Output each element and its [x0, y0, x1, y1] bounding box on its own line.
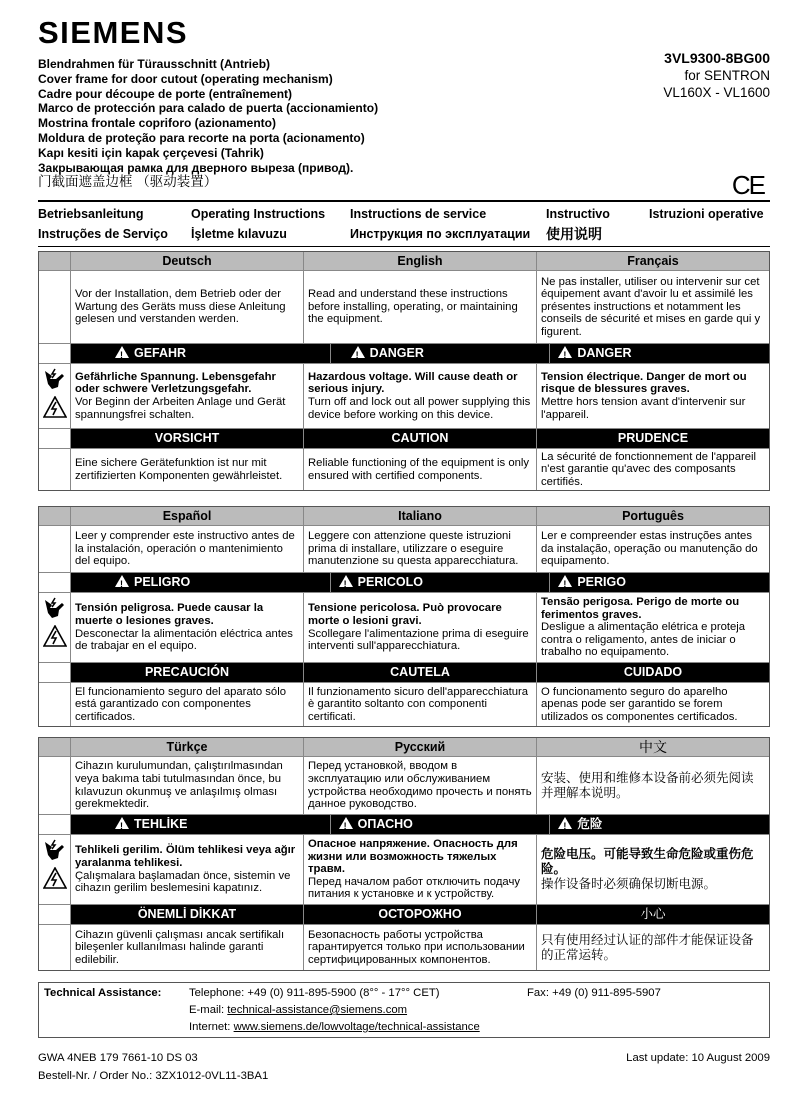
warning-triangle-icon — [115, 575, 129, 587]
section-es-it-pt — [38, 506, 770, 727]
product-titles — [38, 57, 378, 190]
danger-text: Scollegare l'alimentazione prima di eseguire interventi sull'apparecchiatura. — [308, 627, 529, 653]
danger-label: 危险 — [577, 817, 603, 831]
manual-es: Instructivo — [546, 207, 610, 221]
danger-body-row — [39, 835, 769, 905]
danger-bold-text: Опасное напряжение. Опасность для жизни или возможность тяжелых травм. — [308, 838, 518, 876]
email-label: E-mail: — [189, 1004, 228, 1016]
intro-text: Leer y comprender este instructivo antes de la instalación, operación o mantenimiento del equipo. — [75, 530, 295, 568]
title-en: Cover frame for door cutout (operating mechanism) — [38, 71, 333, 86]
lang-english: English — [304, 252, 537, 270]
intro-text: Ler e compreender estas instruções antes da instalação, operação ou manutenção do equipamento. — [541, 530, 758, 568]
warning-triangle-icon — [558, 817, 572, 829]
intro-text: Ne pas installer, utiliser ou intervenir sur cet équipement avant d'avoir lu et assimilé les présentes instructions et notamment les conseils de sécurité et mises en garde qui y figurent. — [541, 275, 761, 338]
danger-label: GEFAHR — [134, 346, 187, 360]
caution-header-row — [39, 905, 769, 925]
intro-text: 安装、使用和维修本设备前必须先阅读并理解本说明。 — [541, 770, 754, 800]
caution-text: Il funzionamento sicuro dell'apparecchiatura è garantito soltanto con componenti certificati. — [308, 685, 529, 723]
danger-bold-text: Gefährliche Spannung. Lebensgefahr oder schwere Verletzungsgefahr. — [75, 370, 276, 396]
danger-bold-text: Tensão perigosa. Perigo de morte ou ferimentos graves. — [541, 596, 740, 621]
danger-text: Çalışmalara başlamadan önce, sistemin ve cihazın gerilim beslemesini kapatınız. — [75, 869, 291, 895]
caution-text: Eine sichere Gerätefunktion ist nur mit zertifizierten Komponenten gewährleistet. — [75, 456, 283, 482]
title-es: Marco de protección para calado de puerta (accionamiento) — [38, 101, 379, 116]
warning-triangle-icon — [558, 575, 572, 587]
warning-triangle-icon — [351, 346, 365, 358]
for-line: for SENTRON — [684, 68, 770, 83]
manual-en: Operating Instructions — [191, 207, 326, 221]
caution-label: CAUTELA — [304, 663, 537, 682]
internet-link[interactable]: www.siemens.de/lowvoltage/technical-assistance — [233, 1021, 480, 1033]
manual-fr: Instructions de service — [350, 207, 487, 221]
danger-label: PERICOLO — [357, 575, 423, 589]
danger-header-row — [39, 573, 769, 593]
danger-label: ОПАСНО — [357, 817, 413, 831]
manual-ru: Инструкция по эксплуатации — [350, 227, 531, 241]
siemens-logo: SIEMENS — [38, 15, 189, 50]
manual-pt: Instruções de Serviço — [38, 227, 168, 241]
manual-tr: İşletme kılavuzu — [191, 227, 287, 241]
assistance-fax: Fax: +49 (0) 911-895-5907 — [527, 987, 661, 999]
assistance-internet-line — [189, 1018, 480, 1037]
caution-label: ОСТОРОЖНО — [304, 905, 537, 924]
caution-label: VORSICHT — [71, 429, 304, 448]
caution-body-row — [39, 925, 769, 970]
danger-label: TEHLİKE — [134, 817, 188, 831]
intro-text: Leggere con attenzione queste istruzioni prima di installare, utilizzare o eseguire manutenzione su questa apparecchiatura. — [308, 530, 519, 568]
caution-label: PRUDENCE — [537, 429, 769, 448]
language-header-row — [39, 252, 769, 271]
intro-row — [39, 757, 769, 815]
hand-hazard-icon — [42, 838, 66, 862]
model-info — [663, 50, 770, 101]
caution-text: La sécurité de fonctionnement de l'appareil n'est garantie qu'avec des composants certifiés. — [541, 450, 757, 488]
language-header-row — [39, 738, 769, 757]
internet-label: Internet: — [189, 1021, 234, 1033]
lang-francais: Français — [537, 252, 769, 270]
warning-triangle-icon — [115, 817, 129, 829]
caution-label: PRECAUCIÓN — [71, 663, 304, 682]
model-range: VL160X - VL1600 — [663, 85, 770, 100]
intro-text: Read and understand these instructions before installing, operating, or maintaining the equipment. — [308, 288, 518, 326]
danger-body-row — [39, 593, 769, 663]
warning-triangle-icon — [339, 575, 353, 587]
divider-manuals — [38, 246, 770, 247]
caution-text: Cihazın güvenli çalışması ancak sertifikalı bileşenler kullanılması halinde garanti edilebilir. — [75, 928, 285, 966]
electric-shock-icon — [43, 867, 67, 889]
hand-hazard-icon — [42, 367, 66, 391]
electric-shock-icon — [43, 396, 67, 418]
assistance-telephone: Telephone: +49 (0) 911-895-5900 (8°° - 17°° CET) — [189, 987, 440, 999]
caution-body-row — [39, 683, 769, 726]
warning-triangle-icon — [558, 346, 572, 358]
warning-triangle-icon — [339, 817, 353, 829]
danger-header-row — [39, 344, 769, 364]
intro-text: Перед установкой, вводом в эксплуатацию или обслуживанием устройства необходимо прочесть и понять данное руководство. — [308, 760, 532, 811]
danger-text: Desligue a alimentação elétrica e proteja contra o religamento, antes de iniciar o trabalho no equipamento. — [541, 621, 746, 659]
danger-text: Desconectar la alimentación eléctrica antes de trabajar en el equipo. — [75, 627, 293, 653]
email-link[interactable]: technical-assistance@siemens.com — [227, 1004, 408, 1016]
danger-body-row — [39, 364, 769, 429]
danger-text: 操作设备时必须确保切断电源。 — [541, 877, 717, 891]
lang-deutsch: Deutsch — [71, 252, 304, 270]
technical-assistance-box — [38, 982, 770, 1038]
title-fr: Cadre pour découpe de porte (entraînement) — [38, 86, 293, 101]
manual-it: Istruzioni operative — [649, 207, 764, 221]
danger-bold-text: Tensione pericolosa. Può provocare morte o lesioni gravi. — [308, 602, 502, 627]
intro-text: Vor der Installation, dem Betrieb oder der Wartung des Geräts muss diese Anleitung gelesen und verstanden werden. — [75, 288, 286, 326]
danger-label: DANGER — [369, 346, 424, 360]
hand-hazard-icon — [42, 596, 66, 620]
caution-text: Reliable functioning of the equipment is only ensured with certified components. — [308, 456, 530, 482]
danger-label: PERIGO — [577, 575, 626, 589]
danger-bold-text: 危险电压。可能导致生命危险或重伤危险。 — [541, 847, 754, 876]
title-ru: Закрывающая рамка для дверного выреза (привод). — [38, 160, 354, 175]
title-zh: 门截面遮盖边框 （驱动装置） — [38, 174, 218, 190]
lang-russkiy: Русский — [304, 738, 537, 756]
lang-zhongwen: 中文 — [537, 738, 769, 756]
intro-text: Cihazın kurulumundan, çalıştırılmasından veya bakıma tabi tutulmasından önce, bu kılavuzun okunmuş ve anlaşılmış olması gerekmektedir. — [75, 760, 283, 811]
caution-body-row — [39, 449, 769, 490]
lang-portugues: Português — [537, 507, 769, 525]
caution-label: ÖNEMLİ DİKKAT — [71, 905, 304, 924]
divider-top — [38, 200, 770, 202]
manual-de: Betriebsanleitung — [38, 207, 144, 221]
danger-label: PELIGRO — [134, 575, 191, 589]
order-number: Bestell-Nr. / Order No.: 3ZX1012-0VL11-3BA1 — [38, 1070, 269, 1082]
caution-text: 只有使用经过认证的部件才能保证设备的正常运转。 — [541, 932, 754, 962]
language-header-row — [39, 507, 769, 526]
danger-bold-text: Tehlikeli gerilim. Ölüm tehlikesi veya ağır yaralanma tehlikesi. — [75, 844, 296, 869]
section-tr-ru-zh — [38, 737, 770, 971]
caution-text: O funcionamento seguro do aparelho apenas pode ser garantido se forem utilizados os componentes certificados. — [541, 685, 738, 723]
danger-bold-text: Hazardous voltage. Will cause death or serious injury. — [308, 370, 518, 396]
caution-header-row — [39, 663, 769, 683]
electric-shock-icon — [43, 625, 67, 647]
lang-turkce: Türkçe — [71, 738, 304, 756]
last-update: Last update: 10 August 2009 — [626, 1052, 770, 1064]
danger-text: Mettre hors tension avant d'intervenir sur l'appareil. — [541, 396, 746, 421]
danger-text: Перед началом работ отключить подачу питания к установке и к устройству. — [308, 875, 520, 901]
manual-zh: 使用说明 — [546, 226, 602, 242]
caution-text: Безопасность работы устройства гарантируется только при использовании сертифицированных компонентов. — [308, 928, 525, 966]
doc-id: GWA 4NEB 179 7661-10 DS 03 — [38, 1052, 198, 1064]
section-de-en-fr — [38, 251, 770, 491]
caution-label: 小心 — [537, 905, 769, 924]
title-de: Blendrahmen für Türausschnitt (Antrieb) — [38, 57, 271, 71]
assistance-label: Technical Assistance: — [44, 987, 162, 999]
caution-header-row — [39, 429, 769, 449]
intro-row — [39, 271, 769, 344]
lang-espanol: Español — [71, 507, 304, 525]
title-it: Mostrina frontale copriforo (azionamento) — [38, 116, 277, 131]
lang-italiano: Italiano — [304, 507, 537, 525]
danger-header-row — [39, 815, 769, 835]
order-code: 3VL9300-8BG00 — [664, 50, 770, 66]
danger-text: Vor Beginn der Arbeiten Anlage und Gerät spannungsfrei schalten. — [75, 396, 286, 421]
danger-bold-text: Tensión peligrosa. Puede causar la muerte o lesiones graves. — [75, 602, 264, 627]
danger-text: Turn off and lock out all power supplying this device before working on this device. — [308, 396, 531, 421]
ce-mark: CE — [731, 170, 764, 200]
title-tr: Kapı kesiti için kapak çerçevesi (Tahrik) — [38, 145, 264, 160]
title-pt: Moldura de proteção para recorte na porta (acionamento) — [38, 130, 365, 145]
danger-label: DANGER — [577, 346, 632, 360]
caution-text: El funcionamiento seguro del aparato sólo está garantizado con componentes certificados. — [75, 685, 287, 723]
intro-row — [39, 526, 769, 573]
caution-label: CUIDADO — [537, 663, 769, 682]
caution-label: CAUTION — [304, 429, 537, 448]
warning-triangle-icon — [115, 346, 129, 358]
danger-bold-text: Tension électrique. Danger de mort ou risque de blessures graves. — [541, 370, 747, 396]
